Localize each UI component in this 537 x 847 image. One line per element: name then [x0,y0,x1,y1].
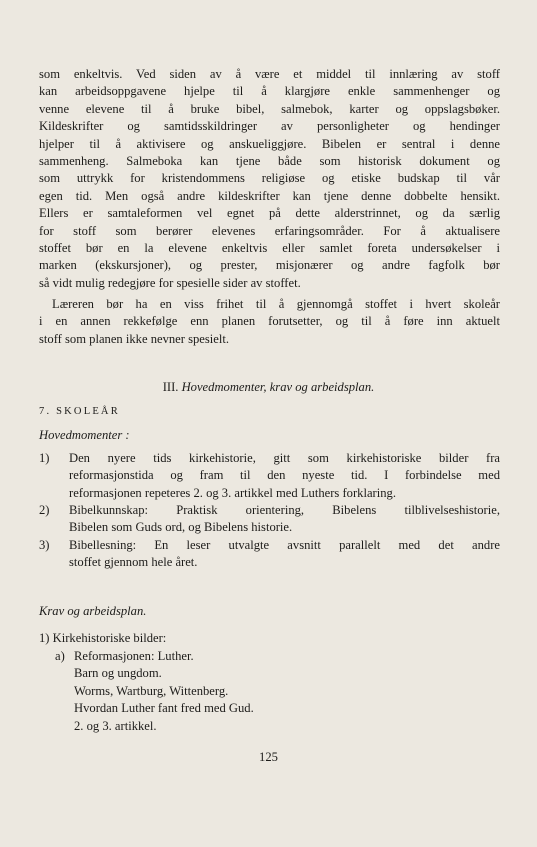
paragraph-1-line: kan arbeidsoppgavene hjelpe til å klargjøre enkle sammenhenger og [39,84,500,99]
hovedmomenter-label: Hovedmomenter : [39,428,130,442]
paragraph-1-line: som uttrykk for kristendommens religiøse og etiske budskap til vår [39,171,500,186]
hovedmoment-line: Bibelkunnskap: Praktisk orientering, Bibelens tilblivelseshistorie, [69,503,500,517]
hovedmoment-number: 2) [39,503,50,517]
hovedmoment-number: 1) [39,451,50,465]
hovedmoment-number: 3) [39,538,50,552]
page-number: 125 [259,750,278,764]
paragraph-1-line: egen tid. Men også andre kildeskrifter kan tjene denne dobbelte hensikt. [39,188,500,203]
krav-sub-a-label: a) [55,649,65,663]
paragraph-2-line: i en annen rekkefølge enn planen forutsetter, og til å føre inn aktuelt [39,314,500,329]
krav-sub-a-line: 2. og 3. artikkel. [74,718,157,733]
hovedmoment-line: reformasjonen repeteres 2. og 3. artikkel med Luthers forklaring. [69,485,396,500]
paragraph-1-line: sammenheng. Salmeboka kan tjene både som historisk dokument og [39,154,500,169]
paragraph-1-line: som enkeltvis. Ved siden av å være et middel til innlæring av stoff [39,67,500,81]
section-heading [0,380,537,395]
hovedmoment-line: Bibelen som Guds ord, og Bibelens historie. [69,520,293,535]
hovedmoment-text [69,450,500,502]
grade-label: 7. SKOLEÅR [39,406,120,417]
krav-sub-a-line: Barn og ungdom. [74,666,162,681]
paragraph-1-line: Ellers er samtaleformen vel egnet på dette alderstrinnet, og da særlig [39,206,500,221]
paragraph-1-line: for stoff som berører elevenes erfaringsområder. For å aktualisere [39,223,500,238]
paragraph-1-line: Kildeskrifter og samtidsskildringer av personligheter og hendinger [39,119,500,134]
paragraph-1-line: venne elevene til å bruke bibel, salmebok, karter og oppslagsbøker. [39,101,500,116]
hovedmoment-text [69,537,500,572]
krav-item-1: 1) Kirkehistoriske bilder: [39,631,167,645]
paragraph-2 [39,296,500,348]
hovedmoment-line: Den nyere tids kirkehistorie, gitt som kirkehistoriske bilder fra [69,451,500,465]
paragraph-2-line: stoff som planen ikke nevner spesielt. [39,331,230,346]
section-heading-roman: III. [162,380,179,394]
hovedmoment-line: reformasjonstida og fram til den nyeste tid. I forbindelse med [69,468,500,483]
hovedmoment-line: Bibellesning: En leser utvalgte avsnitt parallelt med det andre [69,538,500,552]
paragraph-1-line: så vidt mulig redegjøre for spesielle sider av stoffet. [39,275,301,290]
paragraph-1-line: marken (ekskursjoner), og prester, misjonærer og andre fagfolk bør [39,258,500,273]
krav-sub-a-line: Worms, Wartburg, Wittenberg. [74,683,229,698]
paragraph-1-line: stoffet bør en la elevene enkeltvis eller samlet foreta undersøkelser i [39,241,500,256]
krav-sub-a-list [74,648,254,735]
hovedmoment-text [69,502,500,537]
paragraph-2-line: Læreren bør ha en viss frihet til å gjennomgå stoffet i hvert skoleår [52,297,500,311]
section-heading-title: Hovedmomenter, krav og arbeidsplan. [181,380,375,394]
krav-sub-a-line: Hvordan Luther fant fred med Gud. [74,701,254,716]
krav-label: Krav og arbeidsplan. [39,604,147,618]
hovedmoment-line: stoffet gjennom hele året. [69,555,198,570]
paragraph-1-line: hjelper til å aktivisere og anskueliggjøre. Bibelen er sentral i denne [39,136,500,151]
paragraph-1 [39,66,500,292]
krav-sub-a-line: Reformasjonen: Luther. [74,649,194,663]
